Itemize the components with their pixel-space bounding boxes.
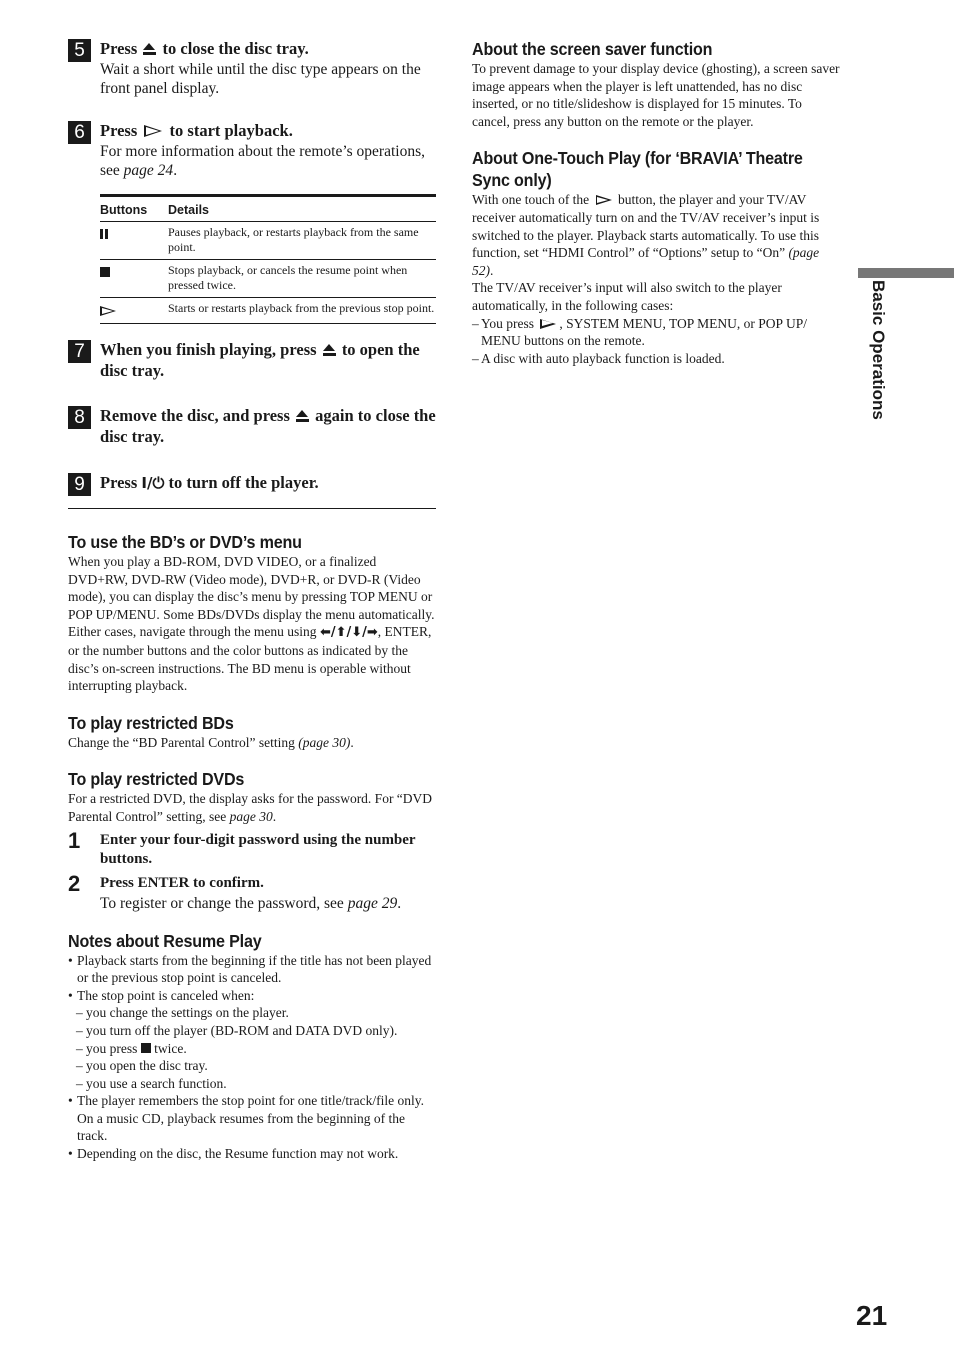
section-body: The TV/AV receiver’s input will also switch to the player automatically, in the following cases:	[472, 280, 782, 313]
list-item: • The stop point is canceled when:	[68, 987, 436, 1005]
section-tab-marker	[858, 268, 954, 278]
stop-icon	[141, 1043, 151, 1053]
step-number: 6	[68, 121, 91, 144]
menu-section	[68, 531, 436, 695]
table-cell-detail: Stops playback, or cancels the resume point when pressed twice.	[168, 260, 436, 298]
one-touch-section	[472, 147, 842, 367]
buttons-table	[100, 194, 436, 324]
step-body: For more information about the remote’s operations, see page 24.	[100, 143, 425, 179]
section-heading: To play restricted BDs	[68, 712, 234, 733]
play-icon	[596, 195, 612, 205]
page-number: 21	[856, 1300, 888, 1331]
left-column	[68, 38, 436, 1163]
right-column	[472, 38, 842, 367]
pause-icon	[100, 229, 109, 239]
step-body: Wait a short while until the disc type appears on the front panel display.	[100, 61, 421, 97]
table-row	[100, 222, 436, 260]
stop-icon	[100, 267, 110, 277]
list-item: – you turn off the player (BD-ROM and DATA DVD only).	[68, 1022, 436, 1040]
list-item: • Playback starts from the beginning if the title has not been played or the previous stop point is canceled.	[68, 952, 436, 987]
section-heading: About One-Touch Play (for ‘BRAVIA’ Theatre Sync only)	[472, 148, 803, 191]
section-heading: Notes about Resume Play	[68, 930, 262, 951]
step-title: Press to close the disc tray.	[100, 39, 309, 58]
list-item: – you press twice.	[68, 1040, 436, 1058]
list-item: • Depending on the disc, the Resume function may not work.	[68, 1145, 436, 1163]
password-step-1	[68, 827, 436, 869]
table-cell-detail: Starts or restarts playback from the previous stop point.	[168, 298, 436, 324]
step-9	[68, 472, 436, 508]
step-number: 7	[68, 340, 91, 363]
section-heading: To use the BD’s or DVD’s menu	[68, 532, 302, 552]
section-body: When you play a BD-ROM, DVD VIDEO, or a finalized DVD+RW, DVD-RW (Video mode), DVD+R, or DVD-R (Video mode), you can display the disc’s menu by pressing TOP MENU or POP UP/MENU. Some BDs/DVDs display the menu automatically. Either cases, navigate through the menu using ⬅/⬆/⬇/➡, ENTER, or the number buttons and the color buttons as indicated by the disc’s on-screen instructions. The BD menu is operable without interrupting playback.	[68, 554, 435, 694]
step-number: 8	[68, 406, 91, 429]
step-title: Press ENTER to confirm.	[100, 874, 264, 891]
play-icon	[540, 319, 556, 329]
step-7	[68, 339, 436, 405]
list-item: • The player remembers the stop point for one title/track/file only. On a music CD, playback resumes from the beginning of the track.	[68, 1092, 436, 1145]
step-title: When you finish playing, press to open the disc tray.	[100, 340, 420, 380]
section-divider	[68, 508, 436, 509]
restricted-bd-section	[68, 712, 436, 752]
table-row	[100, 260, 436, 298]
step-number: 1	[68, 827, 81, 853]
table-header-buttons: Buttons	[100, 196, 168, 222]
table-row	[100, 298, 436, 324]
notes-list	[68, 952, 436, 1163]
section-body: For a restricted DVD, the display asks for the password. For “DVD Parental Control” setting, see page 30.	[68, 791, 433, 824]
section-heading: To play restricted DVDs	[68, 769, 245, 790]
section-body: To prevent damage to your display device (ghosting), a screen saver image appears when the player is left unattended, has no disc inserted, or no title/slideshow is displayed for 15 minutes. To cancel, press any button on the remote or the player.	[472, 61, 840, 129]
table-cell-detail: Pauses playback, or restarts playback from the same point.	[168, 222, 436, 260]
play-icon	[100, 306, 116, 316]
section-body: Change the “BD Parental Control” setting (page 30).	[68, 734, 354, 750]
resume-notes-section	[68, 930, 436, 1163]
arrow-keys-icon: ⬅/⬆/⬇/➡	[319, 625, 378, 641]
step-5	[68, 38, 436, 120]
power-icon: I/⏻	[141, 474, 165, 492]
step-title: Press to start playback.	[100, 121, 293, 140]
section-heading: About the screen saver function	[472, 39, 713, 59]
list-item: – You press , SYSTEM MENU, TOP MENU, or POP UP/ MENU buttons on the remote.	[472, 315, 842, 350]
step-number: 2	[68, 870, 81, 896]
section-tab-label: Basic Operations	[869, 280, 888, 420]
play-icon	[144, 125, 162, 137]
step-number: 5	[68, 39, 91, 62]
eject-icon	[323, 344, 336, 356]
eject-icon	[296, 410, 309, 422]
restricted-dvd-section	[68, 768, 436, 912]
list-item: – A disc with auto playback function is loaded.	[472, 350, 842, 368]
table-header-details: Details	[168, 196, 436, 222]
step-title: Enter your four-digit password using the number buttons.	[100, 831, 416, 867]
screen-saver-section	[472, 38, 842, 130]
password-step-2	[68, 870, 436, 913]
step-title: Remove the disc, and press again to close the disc tray.	[100, 406, 436, 446]
eject-icon	[143, 43, 156, 55]
step-title: Press I/⏻ to turn off the player.	[100, 473, 319, 492]
step-body: To register or change the password, see page 29.	[100, 894, 402, 912]
step-number: 9	[68, 473, 91, 496]
list-item: – you open the disc tray.	[68, 1057, 436, 1075]
step-8	[68, 405, 436, 472]
section-body: With one touch of the button, the player and your TV/AV receiver automatically turn on and the TV/AV receiver’s input is switched to the player. Playback starts automatically. To use this function, set “HDMI Control” of “Options” setup to “On” (page 52).	[472, 192, 820, 278]
list-item: – you use a search function.	[68, 1075, 436, 1093]
cases-list	[472, 315, 842, 368]
list-item: – you change the settings on the player.	[68, 1004, 436, 1022]
step-6	[68, 120, 436, 194]
